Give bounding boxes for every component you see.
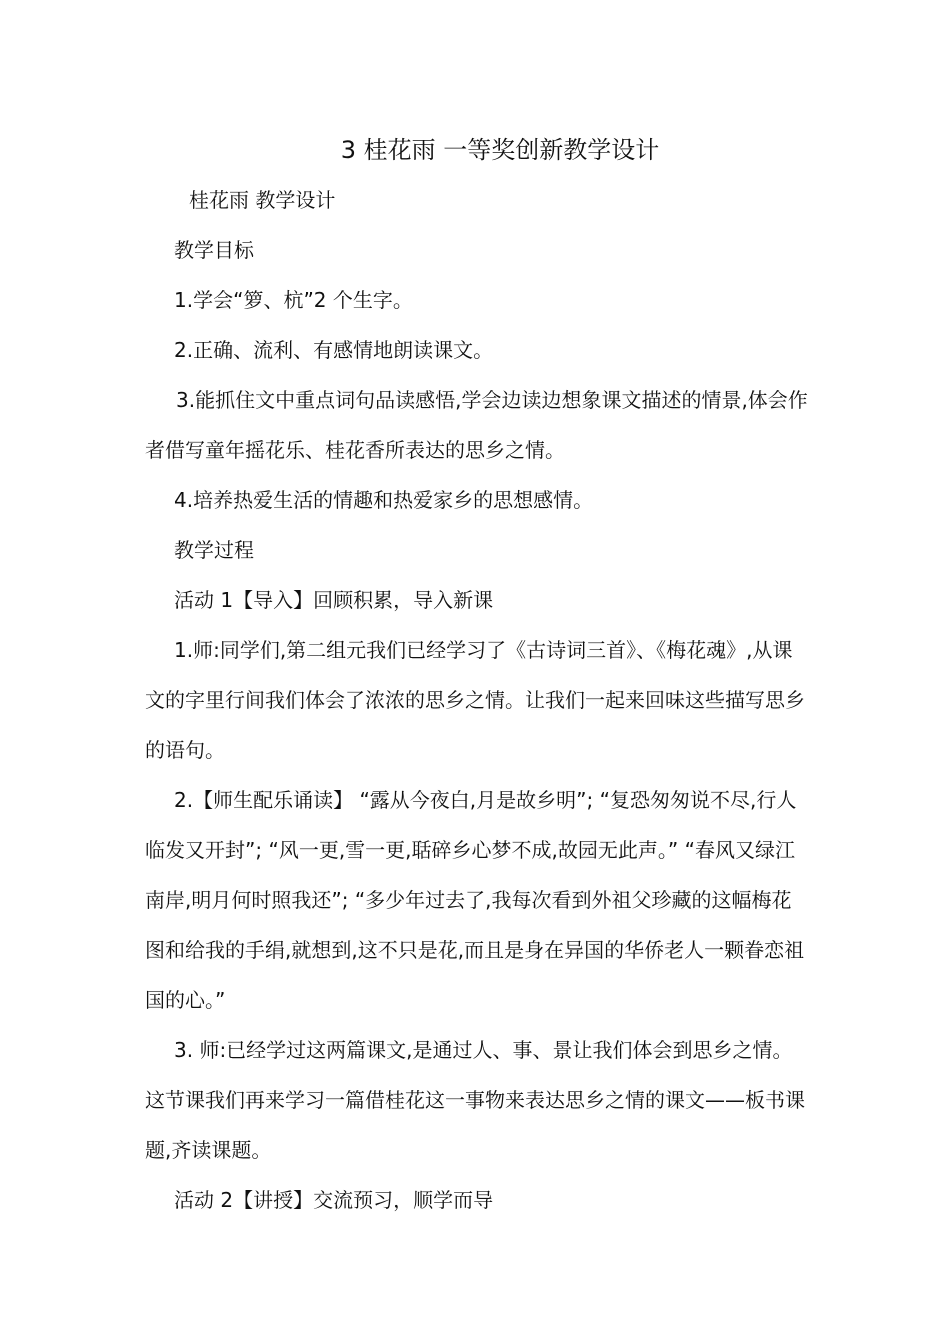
activity-heading: 活动 2【讲授】交流预习，顺学而导: [174, 1188, 494, 1212]
document-subtitle: 桂花雨 教学设计: [189, 188, 336, 212]
goal-item: 3.能抓住文中重点词句品读感悟,学会边读边想象课文描述的情景,体会作者借写童年摇花乐、桂花香所表达的思乡之情。: [145, 388, 808, 462]
document-title: 3 桂花雨 一等奖创新教学设计: [340, 136, 660, 164]
activity-step: 3. 师:已经学过这两篇课文,是通过人、事、景让我们体会到思乡之情。这节课我们再来学习一篇借桂花这一事物来表达思乡之情的课文——板书课题,齐读课题。: [145, 1038, 805, 1162]
goals-heading: 教学目标: [174, 238, 254, 262]
activity-step: 2.【师生配乐诵读】 “露从今夜白,月是故乡明”; “复恐匆匆说不尽,行人临发又开封”; “风一更,雪一更,聒碎乡心梦不成,故园无此声。” “春风又绿江南岸,明月何时照我还”; “多少年过去了,我每次看到外祖父珍藏的这幅梅花图和给我的手绢,就想到,这不只是花,而且是身在异国的华侨老人一颗眷恋祖国的心。”: [145, 788, 805, 1012]
goal-item: 4.培养热爱生活的情趣和热爱家乡的思想感情。: [174, 488, 594, 512]
activity-step: 1.师:同学们,第二组元我们已经学习了《古诗词三首》、《梅花魂》,从课文的字里行间我们体会了浓浓的思乡之情。让我们一起来回味这些描写思乡的语句。: [145, 638, 805, 762]
goal-item: 2.正确、流利、有感情地朗读课文。: [174, 338, 494, 362]
process-heading: 教学过程: [174, 538, 254, 562]
goal-item: 1.学会“箩、杭”2 个生字。: [174, 288, 413, 312]
activity-heading: 活动 1【导入】回顾积累，导入新课: [174, 588, 494, 612]
